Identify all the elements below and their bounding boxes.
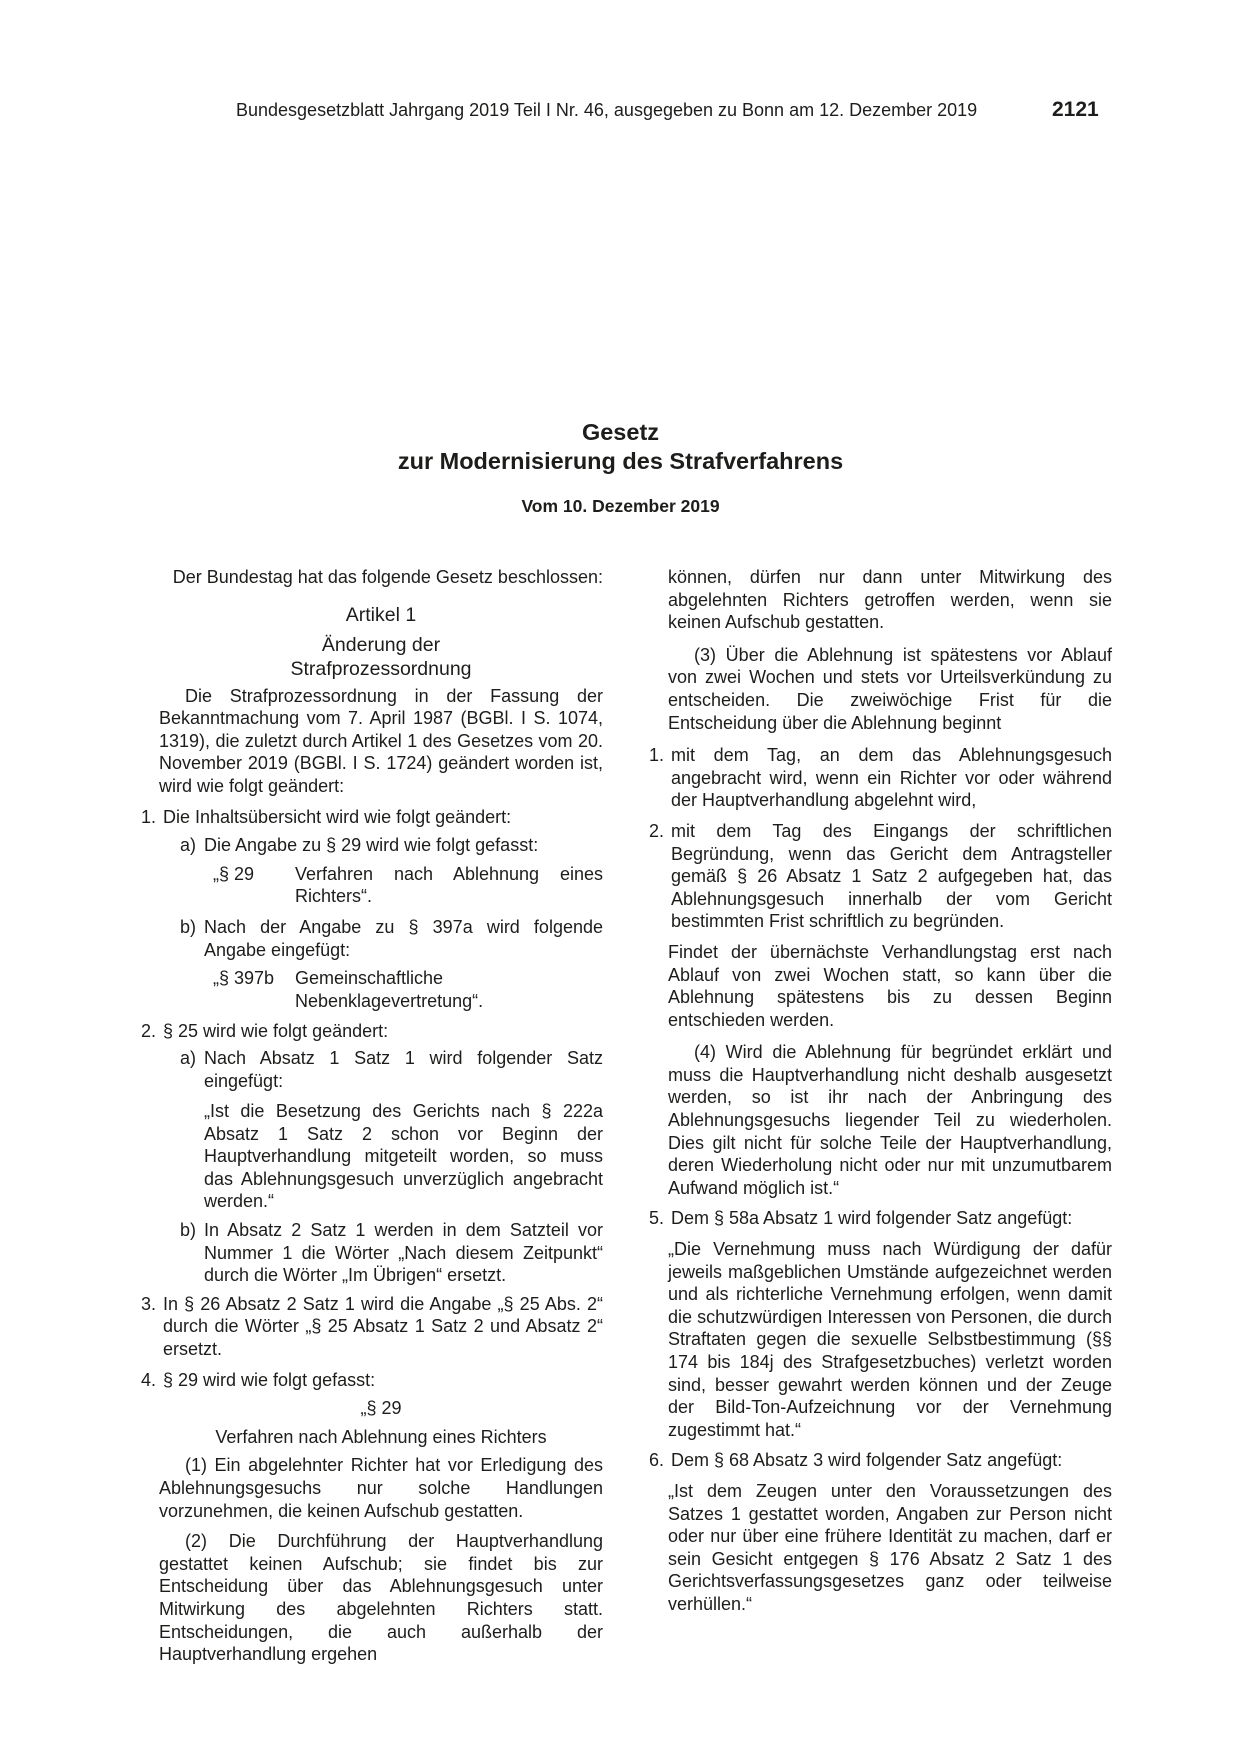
paragraph-heading: Verfahren nach Ablehnung eines Richters: [215, 1426, 547, 1447]
list-text: Dem § 68 Absatz 3 wird folgender Satz angefügt:: [671, 1450, 1063, 1471]
paragraph-absatz-3: (3) Über die Ablehnung ist spätestens vor Ablauf von zwei Wochen und stets vor Urteilsverkündung zu entscheiden. Die zweiwöchige Frist für die Entscheidung über die Ablehnung beginnt: [668, 644, 1112, 733]
article-intro: Die Strafprozessordnung in der Fassung der Bekanntmachung vom 7. April 1987 (BGBl. I S. 1074, 1319), die zuletzt durch Artikel 1 des Gesetzes vom 20. November 2019 (BGBl. I S. 1724) geändert worden ist, wird wie folgt geändert:: [159, 685, 603, 796]
list-text: In § 26 Absatz 2 Satz 1 wird die Angabe „§ 25 Abs. 2“ durch die Wörter „§ 25 Absatz 1 Satz 2 und Absatz 2“ ersetzt.: [163, 1293, 603, 1360]
list-item-2: [133, 1020, 603, 1043]
list-number: 3.: [140, 1293, 156, 1314]
list-number: 2.: [648, 820, 664, 841]
list-item-2b: [180, 1219, 603, 1287]
quoted-sentence: „Ist die Besetzung des Gerichts nach § 222a Absatz 1 Satz 2 schon vor Beginn der Hauptverhandlung mitgeteilt worden, so muss das Ablehnungsgesuch unverzüglich angebracht werden.“: [204, 1101, 603, 1212]
article-title-1: Änderung der: [321, 633, 441, 656]
article-label: Artikel 1: [345, 603, 417, 626]
list-text: § 29 wird wie folgt gefasst:: [163, 1369, 376, 1390]
list-number: 1.: [648, 745, 664, 766]
page-number: 2121: [1052, 98, 1099, 121]
quote-entry-397b: [180, 967, 603, 1012]
quoted-sentence-68: „Ist dem Zeugen unter den Voraussetzungen des Satzes 1 gestattet worden, Angaben zur Person nicht oder nur über eine frühere Identität zu machen, darf er sein Gesicht entgegen § 176 Absatz 2 Satz 1 des Gerichtsverfassungsgesetzes ganz oder teilweise verhüllen.“: [668, 1480, 1112, 1614]
frist-list-item-1: [641, 744, 1112, 812]
sub-text: Nach Absatz 1 Satz 1 wird folgender Satz eingefügt:: [204, 1047, 603, 1091]
sub-label: a): [180, 835, 197, 856]
quote-section-text: Verfahren nach Ablehnung eines Richters“.: [295, 863, 603, 907]
list-item-3: [133, 1293, 603, 1361]
paragraph-absatz-2: (2) Die Durchführung der Hauptverhandlung gestattet keinen Aufschub; sie findet bis zur Entscheidung über das Ablehnungsgesuch unter Mitwirkung des abgelehnten Richters statt. Entscheidungen, die auch außerhalb der Hauptverhandlung ergehen: [159, 1531, 603, 1665]
list-item-1b: [180, 916, 603, 961]
paragraph-absatz-1: (1) Ein abgelehnter Richter hat vor Erledigung des Ablehnungsgesuchs nur solche Handlungen vorzunehmen, die keinen Aufschub gestatten.: [159, 1455, 603, 1521]
document-date: Vom 10. Dezember 2019: [521, 496, 720, 516]
list-text: Dem § 58a Absatz 1 wird folgender Satz angefügt:: [671, 1208, 1073, 1229]
running-header: Bundesgesetzblatt Jahrgang 2019 Teil I Nr. 46, ausgegeben zu Bonn am 12. Dezember 2019: [236, 100, 978, 120]
list-text: mit dem Tag des Eingangs der schriftlichen Begründung, wenn das Gericht dem Antragsteller gemäß § 26 Absatz 1 Satz 2 aufgegeben hat, das Ablehnungsgesuch innerhalb der vom Gericht bestimmten Frist schriftlich zu begründen.: [671, 820, 1112, 932]
absatz-2-continuation: können, dürfen nur dann unter Mitwirkung des abgelehnten Richters getroffen werden, wenn sie keinen Aufschub gestatten.: [668, 567, 1112, 633]
list-item-2a: [180, 1047, 603, 1092]
list-item-2-subitems: [159, 1047, 603, 1287]
list-item-1: [133, 806, 603, 829]
sub-text: Nach der Angabe zu § 397a wird folgende Angabe eingefügt:: [204, 916, 603, 960]
preamble: Der Bundestag hat das folgende Gesetz beschlossen:: [172, 567, 603, 587]
quote-section-number: „§ 29: [213, 863, 255, 884]
document-title: [0, 418, 1241, 476]
list-item-4: [133, 1369, 603, 1392]
after-list-text: Findet der übernächste Verhandlungstag erst nach Ablauf von zwei Wochen statt, so kann über die Ablehnung spätestens bis zu dessen Beginn entschieden werden.: [668, 941, 1112, 1030]
list-item-5: [641, 1207, 1112, 1230]
list-number: 5.: [648, 1208, 664, 1229]
list-item-1a: [180, 834, 603, 857]
list-number: 6.: [648, 1450, 664, 1471]
list-number: 1.: [140, 806, 156, 827]
quote-entry-29: [180, 863, 603, 908]
right-column: [648, 566, 1112, 1616]
sub-text: Die Angabe zu § 29 wird wie folgt gefasst:: [204, 835, 539, 856]
list-text: § 25 wird wie folgt geändert:: [163, 1021, 389, 1042]
list-number: 4.: [140, 1369, 156, 1390]
sub-label: b): [180, 916, 197, 937]
sub-label: b): [180, 1220, 197, 1241]
article-title-2: Strafprozessordnung: [290, 657, 472, 680]
list-item-6: [641, 1449, 1112, 1472]
sub-label: a): [180, 1047, 197, 1068]
list-item-1-subitems: [159, 834, 603, 1012]
list-number: 2.: [140, 1021, 156, 1042]
paragraph-absatz-4: (4) Wird die Ablehnung für begründet erklärt und muss die Hauptverhandlung nicht deshalb ausgesetzt werden, so ist ihr nach der Anbringung des Ablehnungsgesuchs liegender Teil zu wiederholen. Dies gilt nicht für solche Teile der Hauptverhandlung, deren Wiederholung nicht oder nur mit unzumutbarem Aufwand möglich ist.“: [668, 1042, 1112, 1198]
quote-section-text: Gemeinschaftliche Nebenklagevertretung“.: [295, 968, 484, 1011]
frist-list-item-2: [641, 820, 1112, 933]
quote-section-number: „§ 397b: [213, 968, 275, 989]
title-line-2: zur Modernisierung des Strafverfahrens: [397, 448, 844, 474]
list-text: mit dem Tag, an dem das Ablehnungsgesuch angebracht wird, wenn ein Richter vor oder während der Hauptverhandlung abgelehnt wird,: [671, 745, 1112, 811]
list-text: Die Inhaltsübersicht wird wie folgt geändert:: [163, 806, 512, 827]
paragraph-number: „§ 29: [360, 1398, 402, 1419]
quoted-sentence-58a: „Die Vernehmung muss nach Würdigung der dafür jeweils maßgeblichen Umstände aufgezeichnet werden und als richterliche Vernehmung erfolgen, wenn damit die schutzwürdigen Interessen von Personen, die durch Straftaten gegen die sexuelle Selbstbestimmung (§§ 174 bis 184j des Strafgesetzbuches) verletzt worden sind, besser gewahrt werden können und der Zeuge der Bild-Ton-Aufzeichnung vor der Vernehmung zugestimmt hat.“: [668, 1239, 1112, 1440]
title-line-1: Gesetz: [581, 419, 660, 445]
left-column: [140, 566, 603, 1666]
sub-text: In Absatz 2 Satz 1 werden in dem Satzteil vor Nummer 1 die Wörter „Nach diesem Zeitpunkt“ durch die Wörter „Im Übrigen“ ersetzt.: [204, 1220, 603, 1286]
